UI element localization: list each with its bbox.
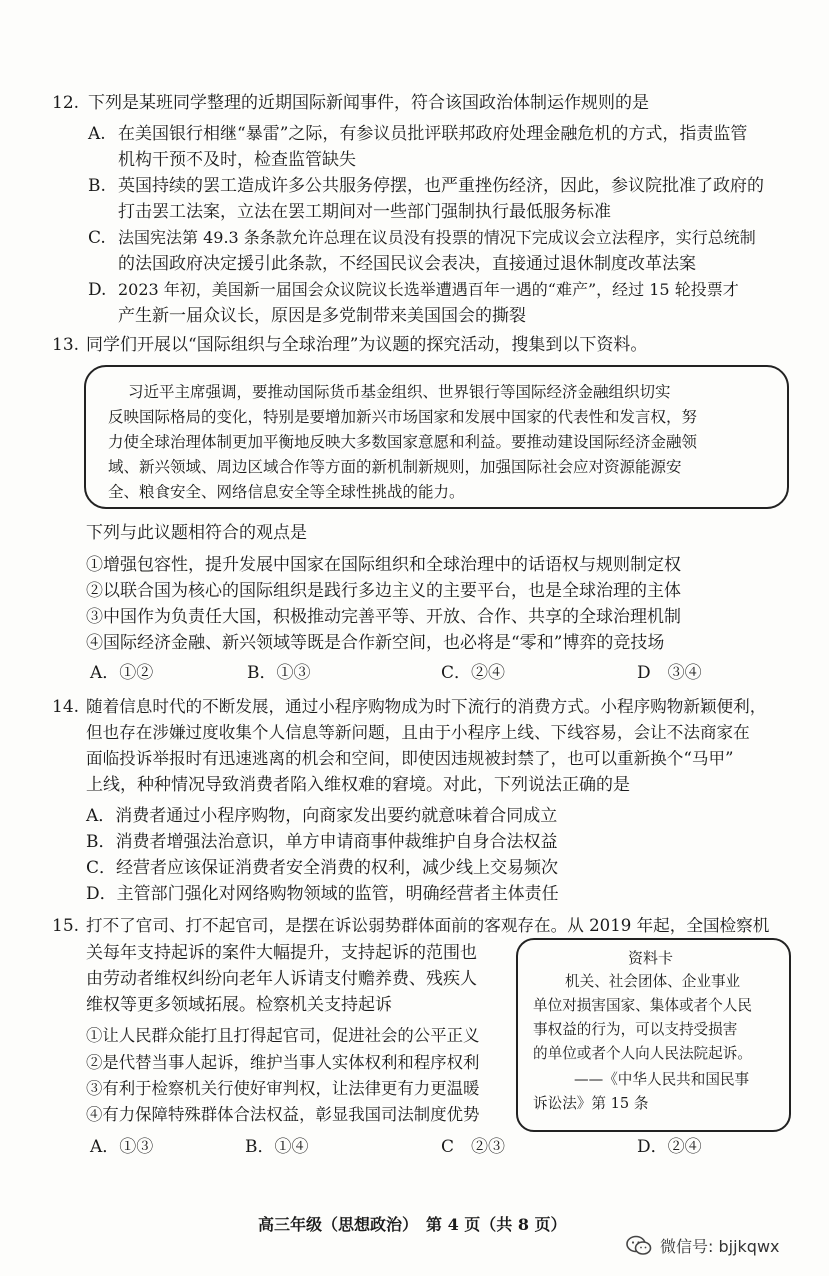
option-text: 的法国政府决定援引此条款，不经国民议会表决，直接通过退休制度改革法案 xyxy=(118,254,696,274)
choice: C ②③ xyxy=(441,1137,506,1157)
choice: D ③④ xyxy=(637,663,702,683)
question-stem: 维权等更多领域拓展。检察机关支持起诉 xyxy=(86,995,392,1015)
option: A．消费者通过小程序购物，向商家发出要约就意味着合同成立 xyxy=(86,806,558,826)
option-text: 产生新一届众议长，原因是多党制带来美国国会的撕裂 xyxy=(118,306,526,326)
option: D．主管部门强化对网络购物领域的监管，明确经营者主体责任 xyxy=(86,884,559,904)
option-label: C. xyxy=(88,228,106,248)
statement: ③中国作为负责任大国，积极推动完善平等、开放、合作、共享的全球治理机制 xyxy=(86,607,681,627)
sub-stem: 下列与此议题相符合的观点是 xyxy=(86,523,307,543)
option: C．经营者应该保证消费者安全消费的权利，减少线上交易频次 xyxy=(86,858,559,878)
question-stem: 打不了官司、打不起官司，是摆在诉讼弱势群体面前的客观存在。从 2019 年起，全国检察机 xyxy=(86,916,770,935)
info-card-title: 资料卡 xyxy=(628,949,674,967)
option-label: A. xyxy=(88,124,106,144)
quote-line: 反映国际格局的变化，特别是要增加新兴市场国家和发展中国家的代表性和发言权，努 xyxy=(108,408,698,426)
question-stem: 下列是某班同学整理的近期国际新闻事件，符合该国政治体制运作规则的是 xyxy=(88,93,649,113)
wechat-icon xyxy=(626,1235,652,1257)
option-label: B. xyxy=(88,176,106,196)
question-stem: 但也存在涉嫌过度收集个人信息等新问题，且由于小程序上线、下线容易，会让不法商家在 xyxy=(86,723,750,742)
choice: A．①② xyxy=(90,663,154,683)
choice: C．②④ xyxy=(441,663,506,683)
statement: ②以联合国为核心的国际组织是践行多边主义的主要平台，也是全球治理的主体 xyxy=(86,581,681,601)
info-card-line: 的单位或者个人向人民法院起诉。 xyxy=(533,1045,752,1062)
statement: ②是代替当事人起诉，维护当事人实体权利和程序权利 xyxy=(86,1053,480,1072)
option-text: 机构干预不及时，检查监管缺失 xyxy=(118,150,356,170)
wechat-id: 微信号: bjjkqwx xyxy=(660,1237,780,1256)
question-stem: 关每年支持起诉的案件大幅提升，支持起诉的范围也 xyxy=(86,943,477,963)
question-number: 13. xyxy=(52,335,80,355)
option: B．消费者增强法治意识，单方申请商事仲裁维护自身合法权益 xyxy=(86,832,558,852)
option-text: 在美国银行相继“暴雷”之际，有参议员批评联邦政府处理金融危机的方式，指责监管 xyxy=(118,124,748,144)
quote-line: 习近平主席强调，要推动国际货币基金组织、世界银行等国际经济金融组织切实 xyxy=(128,383,671,401)
info-card-line: ——《中华人民共和国民事 xyxy=(574,1071,750,1088)
info-card-line: 事权益的行为，可以支持受损害 xyxy=(533,1021,738,1038)
option-text: 2023 年初，美国新一届国会众议院议长选举遭遇百年一遇的“难产”，经过 15 轮投票才 xyxy=(118,280,739,299)
statement: ④有力保障特殊群体合法权益，彰显我国司法制度优势 xyxy=(86,1105,480,1124)
wechat-watermark xyxy=(626,1234,780,1257)
question-stem: 由劳动者维权纠纷向老年人诉请支付赡养费、残疾人 xyxy=(86,969,477,989)
statement: ④国际经济金融、新兴领域等既是合作新空间，也必将是“零和”博弈的竞技场 xyxy=(86,633,665,653)
question-stem: 面临投诉举报时有迅速逃离的机会和空间，即使因违规被封禁了，也可以重新换个“马甲” xyxy=(86,749,734,768)
question-number: 14. xyxy=(52,697,80,717)
choice: B．①③ xyxy=(247,663,311,683)
choice: A．①③ xyxy=(90,1137,154,1157)
info-card-line: 诉讼法》第 15 条 xyxy=(533,1095,649,1112)
option-text: 英国持续的罢工造成许多公共服务停摆，也严重挫伤经济，因此，参议院批准了政府的 xyxy=(118,176,764,196)
option-text: 法国宪法第 49.3 条条款允许总理在议员没有投票的情况下完成议会立法程序，实行总统制 xyxy=(118,228,756,247)
question-number: 12. xyxy=(52,93,80,113)
question-stem: 同学们开展以“国际组织与全球治理”为议题的探究活动，搜集到以下资料。 xyxy=(86,335,648,355)
question-stem: 上线，种种情况导致消费者陷入维权难的窘境。对此，下列说法正确的是 xyxy=(86,775,630,795)
statement: ①让人民群众能打且打得起官司，促进社会的公平正义 xyxy=(86,1026,480,1045)
statement: ①增强包容性，提升发展中国家在国际组织和全球治理中的话语权与规则制定权 xyxy=(86,555,681,575)
quote-line: 全、粮食安全、网络信息安全等全球性挑战的能力。 xyxy=(108,483,465,501)
option-label: D. xyxy=(88,280,107,300)
quote-line: 力使全球治理体制更加平衡地反映大多数国家意愿和利益。要推动建设国际经济金融领 xyxy=(108,433,698,451)
choice: B．①④ xyxy=(245,1137,309,1157)
page-footer: 高三年级（思想政治） 第 4 页（共 8 页） xyxy=(258,1215,567,1234)
quote-line: 域、新兴领域、周边区域合作等方面的新机制新规则，加强国际社会应对资源能源安 xyxy=(108,458,682,476)
statement: ③有利于检察机关行使好审判权，让法律更有力更温暖 xyxy=(86,1079,480,1098)
question-stem: 随着信息时代的不断发展，通过小程序购物成为时下流行的消费方式。小程序购物新颖便利， xyxy=(86,697,767,716)
question-number: 15. xyxy=(52,916,80,936)
info-card-line: 机关、社会团体、企业事业 xyxy=(565,973,741,990)
choice: D．②④ xyxy=(637,1137,702,1157)
option-text: 打击罢工法案，立法在罢工期间对一些部门强制执行最低服务标准 xyxy=(118,202,611,222)
info-card-line: 单位对损害国家、集体或者个人民 xyxy=(533,997,752,1014)
